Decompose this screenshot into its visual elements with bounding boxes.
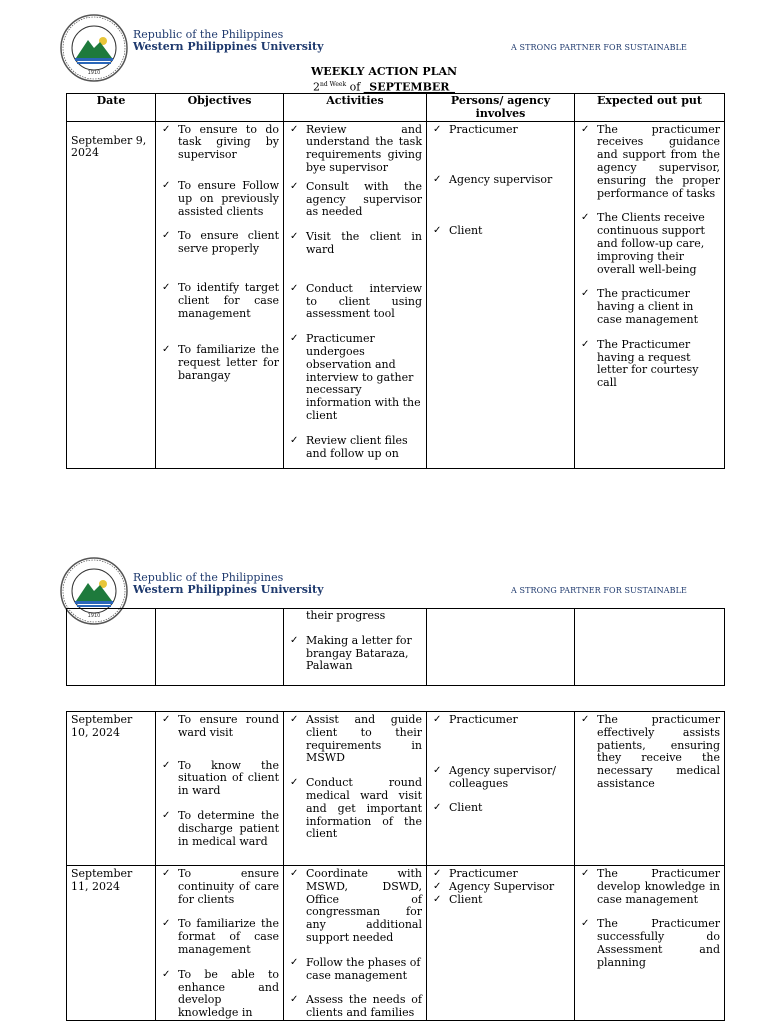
list-item: ✓ The practicumer effectively assists patients, ensuring they receive the necessary medical assistance	[581, 713, 720, 790]
check-icon: ✓	[433, 123, 442, 135]
list-item: ✓ Consult with the agency supervisor as needed	[290, 179, 422, 219]
university-name: Western Philippines University	[133, 583, 324, 596]
list-item: ✓ Visit the client in ward	[290, 230, 422, 256]
list-item: ✓ To identify target client for case management	[162, 280, 279, 320]
list-item: ✓ Agency supervisor/ colleagues	[433, 763, 556, 790]
check-icon: ✓	[433, 802, 442, 814]
check-icon: ✓	[581, 288, 590, 300]
table-header-row	[67, 94, 725, 122]
check-icon: ✓	[433, 893, 442, 905]
university-name: Western Philippines University	[133, 40, 324, 53]
check-icon: ✓	[162, 809, 171, 821]
check-icon: ✓	[433, 880, 442, 892]
col-header-outputs: Expected out put	[575, 94, 725, 122]
republic-text: Republic of the Philippines	[133, 571, 284, 584]
list-item: ✓ The practicumer receives guidance and support from the agency supervisor, ensuring the proper performance of tasks	[581, 122, 720, 200]
list-item: ✓ Assist and guide client to their requirements in MSWD	[290, 713, 422, 765]
list-item: ✓ Assess the needs of clients and families	[290, 993, 422, 1020]
list-item: ✓ Practicumer	[433, 122, 518, 136]
check-icon: ✓	[162, 868, 171, 879]
list-item: ✓ Coordinate with MSWD, DSWD, Office of congressman for any additional support needed	[290, 867, 422, 944]
table-row	[67, 866, 725, 1021]
list-item: ✓ To familiarize the format of case management	[162, 917, 279, 956]
persons-cell	[427, 866, 575, 1021]
week-month: _SEPTEMBER_	[363, 80, 455, 94]
action-plan-table	[66, 93, 725, 469]
check-icon: ✓	[162, 918, 171, 930]
activities-cell	[284, 609, 427, 686]
university-tagline: A STRONG PARTNER FOR SUSTAINABLE	[511, 43, 687, 52]
table-row	[67, 712, 725, 866]
activities-cell	[284, 712, 427, 866]
list-item: ✓ Review and understand the task requirements giving bye supervisor	[290, 122, 422, 174]
list-item: ✓ The Practicumer develop knowledge in case management	[581, 867, 720, 906]
date-cell	[67, 712, 156, 866]
check-icon: ✓	[290, 180, 299, 192]
list-item: ✓ To ensure round ward visit	[162, 713, 279, 739]
document-title: WEEKLY ACTION PLAN	[310, 65, 458, 78]
week-of: of	[346, 80, 364, 94]
list-item: ✓ Practicumer undergoes observation and interview to gather necessary information with the client	[290, 332, 421, 422]
list-item: ✓ Practicumer	[433, 713, 518, 726]
check-icon: ✓	[162, 344, 171, 356]
list-item: ✓ Client	[433, 892, 483, 906]
check-icon: ✓	[290, 994, 299, 1006]
list-item: ✓ To be able to enhance and develop knowledge in	[162, 967, 279, 1020]
check-icon: ✓	[581, 212, 590, 224]
continuation-table	[66, 608, 725, 686]
check-icon: ✓	[290, 777, 299, 789]
list-item: ✓ Client	[433, 224, 483, 238]
week-subtitle	[0, 79, 768, 94]
persons-cell	[427, 609, 575, 686]
list-item: ✓ To ensure to do task giving by supervisor	[162, 122, 279, 162]
activities-cell	[284, 866, 427, 1021]
check-icon: ✓	[290, 634, 299, 646]
check-icon: ✓	[162, 179, 171, 191]
list-item: ✓ To know the situation of client in ward	[162, 758, 279, 798]
list-item: ✓ The practicumer having a client in case management	[581, 287, 698, 326]
check-icon: ✓	[162, 759, 171, 771]
check-icon: ✓	[433, 174, 442, 186]
table-row	[67, 609, 725, 686]
check-icon: ✓	[290, 868, 299, 879]
persons-cell	[427, 712, 575, 866]
outputs-cell	[575, 712, 725, 866]
list-item: ✓ To familiarize the request letter for barangay	[162, 343, 279, 382]
list-item: ✓ To ensure client serve properly	[162, 229, 279, 256]
check-icon: ✓	[581, 338, 590, 350]
week-suffix: nd Week	[320, 81, 347, 88]
action-plan-table-2	[66, 711, 725, 1021]
objectives-cell	[156, 121, 284, 468]
check-icon: ✓	[162, 281, 171, 293]
list-item: ✓ Conduct round medical ward visit and get important information of the client	[290, 776, 422, 841]
list-item: ✓ To determine the discharge patient in medical ward	[162, 808, 279, 848]
list-item: ✓ Conduct interview to client using assessment tool	[290, 281, 422, 321]
list-item: ✓ To ensure Follow up on previously assisted clients	[162, 178, 279, 218]
check-icon: ✓	[290, 714, 299, 725]
check-icon: ✓	[290, 956, 299, 968]
check-icon: ✓	[581, 868, 590, 879]
check-icon: ✓	[581, 714, 590, 725]
row-date: September 10, 2024	[71, 713, 133, 739]
outputs-cell	[575, 609, 725, 686]
check-icon: ✓	[290, 282, 299, 294]
check-icon: ✓	[290, 123, 299, 135]
check-icon: ✓	[433, 225, 442, 237]
list-item: ✓ The Practicumer having a request letter for courtesy call	[581, 337, 699, 390]
date-cell	[67, 121, 156, 468]
check-icon: ✓	[162, 230, 171, 242]
continuation-text: their progress	[306, 609, 386, 622]
check-icon: ✓	[162, 968, 171, 980]
list-item: ✓ The Practicumer successfully do Assessment and planning	[581, 917, 720, 969]
col-header-persons: Persons/ agency involves	[427, 94, 575, 122]
check-icon: ✓	[581, 918, 590, 930]
objectives-cell	[156, 712, 284, 866]
check-icon: ✓	[581, 123, 590, 135]
check-icon: ✓	[433, 764, 442, 776]
list-item: ✓ Follow the phases of case management	[290, 955, 421, 982]
persons-cell	[427, 121, 575, 468]
row-date: September 9, 2024	[71, 133, 147, 160]
check-icon: ✓	[162, 714, 171, 725]
check-icon: ✓	[290, 333, 299, 345]
table-row	[67, 121, 725, 468]
col-header-objectives: Objectives	[156, 94, 284, 122]
outputs-cell	[575, 121, 725, 468]
date-cell	[67, 609, 156, 686]
list-item: ✓ To ensure continuity of care for clients	[162, 867, 279, 906]
col-header-activities: Activities	[284, 94, 427, 122]
list-item: ✓ Making a letter for brangay Bataraza, Palawan	[290, 633, 412, 673]
outputs-cell	[575, 866, 725, 1021]
check-icon: ✓	[433, 714, 442, 725]
list-item: ✓ Agency supervisor	[433, 173, 553, 187]
list-item: ✓ Practicumer	[433, 867, 518, 880]
republic-text: Republic of the Philippines	[133, 28, 284, 41]
list-item: ✓ Client	[433, 801, 483, 815]
objectives-cell	[156, 609, 284, 686]
date-cell	[67, 866, 156, 1021]
col-header-date: Date	[67, 94, 156, 122]
check-icon: ✓	[290, 231, 299, 243]
list-item: ✓ Agency Supervisor	[433, 879, 555, 893]
row-date: September 11, 2024	[71, 867, 133, 893]
activities-cell	[284, 121, 427, 468]
check-icon: ✓	[290, 434, 299, 446]
check-icon: ✓	[162, 123, 171, 135]
objectives-cell	[156, 866, 284, 1021]
week-number: 2	[313, 80, 321, 94]
seal-year: 1910	[87, 70, 101, 76]
list-item: ✓ Review client files and follow up on	[290, 433, 408, 460]
seal-year: 1910	[87, 613, 101, 619]
list-item: ✓ The Clients receive continuous support and follow-up care, improving their overall well-being	[581, 211, 705, 276]
university-tagline: A STRONG PARTNER FOR SUSTAINABLE	[511, 586, 687, 595]
check-icon: ✓	[433, 868, 442, 879]
